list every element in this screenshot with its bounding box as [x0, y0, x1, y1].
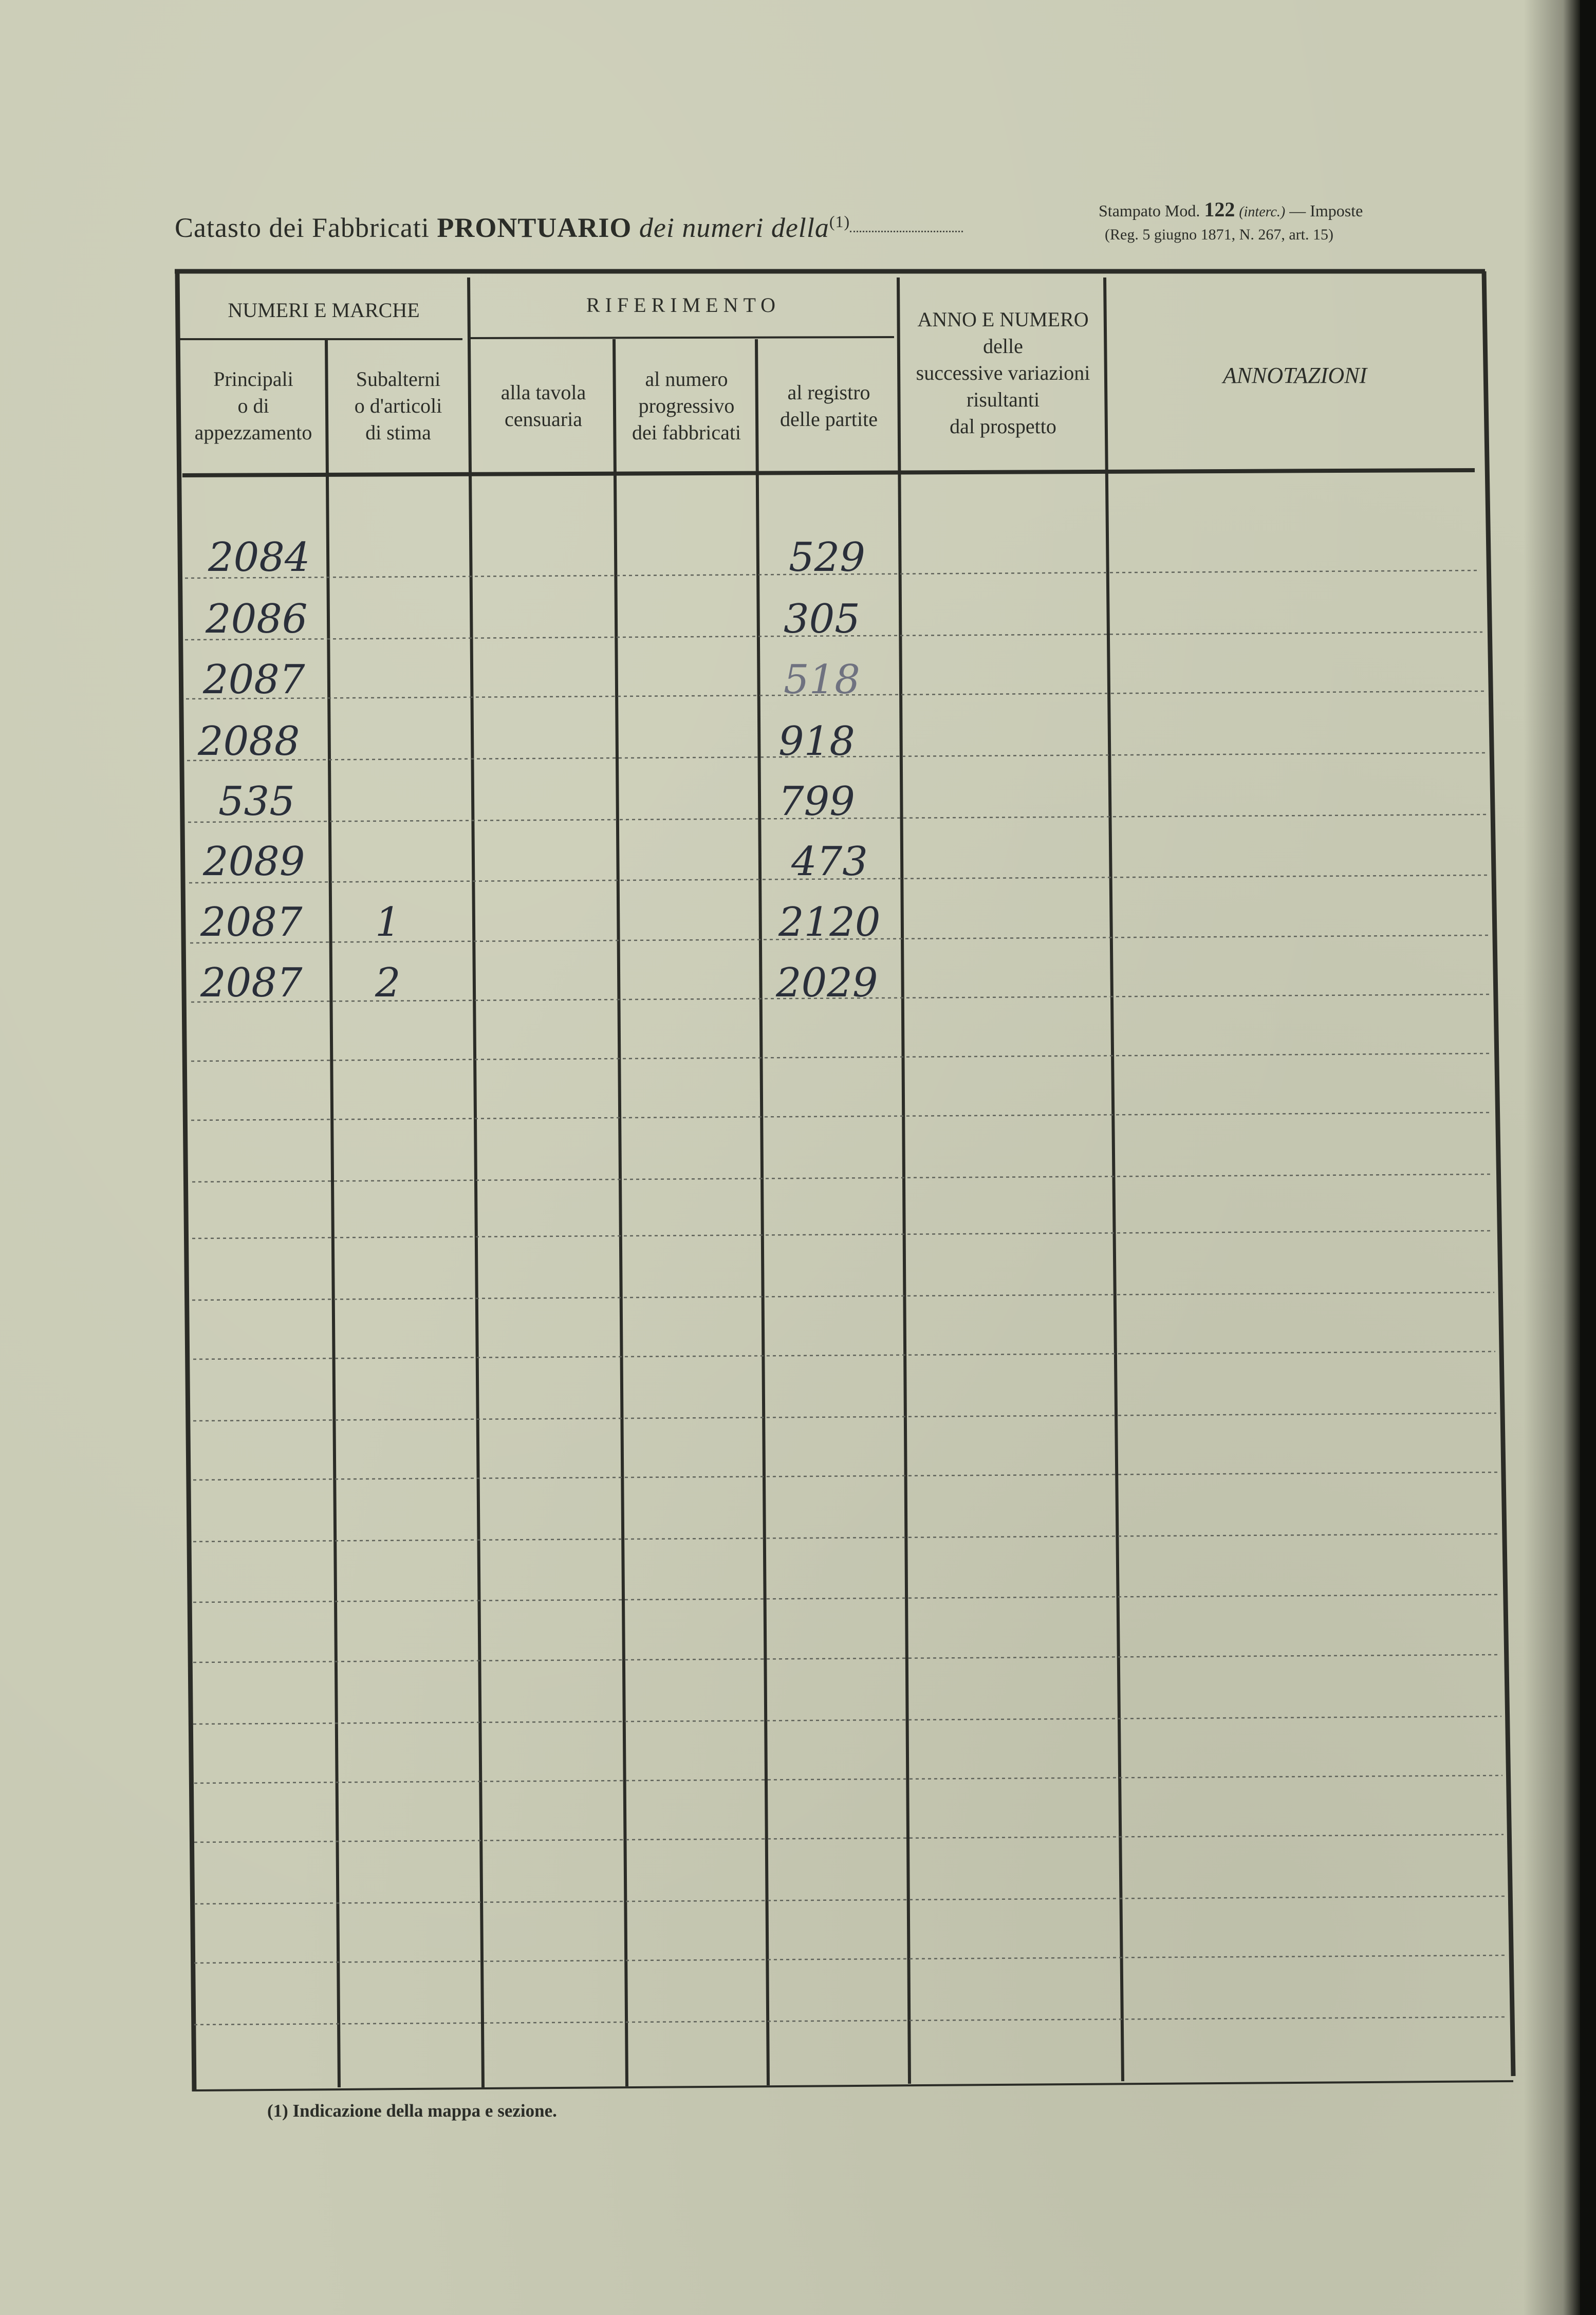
header-anno-numero: ANNO E NUMERO delle successive variazioni risultanti dal prospetto [916, 308, 1090, 438]
row-4-registro: 918 [778, 718, 855, 765]
row-6-principale: 2089 [203, 839, 305, 885]
row-8-registro: 2029 [776, 960, 878, 1006]
title-prefix: Catasto dei Fabbricati [175, 212, 430, 243]
row-6-registro: 473 [791, 839, 868, 885]
header-numero-progressivo: al numero progressivo dei fabbricati [632, 367, 741, 444]
row-1-registro: 529 [789, 534, 865, 581]
header-subalterni: Subalterni o d'articoli di stima [354, 367, 442, 444]
row-7-principale: 2087 [200, 899, 303, 946]
title-note-ref: (1) [829, 212, 850, 231]
row-5-principale: 535 [218, 779, 295, 825]
row-8-principale: 2087 [200, 960, 303, 1006]
row-3-principale: 2087 [203, 657, 305, 703]
row-7-subalterno: 1 [375, 899, 401, 946]
stamp-number: 122 [1204, 198, 1235, 221]
title-italic: dei numeri della [639, 212, 829, 243]
stamp-tail: — Imposte [1289, 201, 1363, 220]
stamp-printed: Stampato Mod. [1099, 201, 1200, 220]
stamp-regulation: (Reg. 5 giugno 1871, N. 267, art. 15) [1105, 226, 1333, 243]
header-principali: Principali o di appezzamento [194, 367, 312, 444]
row-3-registro: 518 [784, 657, 860, 703]
header-annotazioni: ANNOTAZIONI [1222, 363, 1367, 388]
row-5-registro: 799 [778, 779, 855, 825]
title-strong: PRONTUARIO [437, 212, 632, 243]
row-4-principale: 2088 [198, 718, 300, 765]
header-numeri-e-marche: NUMERI E MARCHE [228, 299, 420, 322]
row-8-subalterno: 2 [375, 960, 401, 1006]
footnote: (1) Indicazione della mappa e sezione. [267, 2101, 557, 2121]
row-2-principale: 2086 [206, 596, 308, 642]
row-2-registro: 305 [784, 596, 860, 642]
header-riferimento: RIFERIMENTO [586, 293, 781, 317]
row-1-principale: 2084 [208, 534, 310, 581]
row-7-registro: 2120 [778, 899, 881, 946]
header-tavola: alla tavola censuaria [500, 381, 586, 431]
header-registro: al registro delle partite [780, 381, 878, 431]
stamp-code: (interc.) [1239, 204, 1286, 220]
